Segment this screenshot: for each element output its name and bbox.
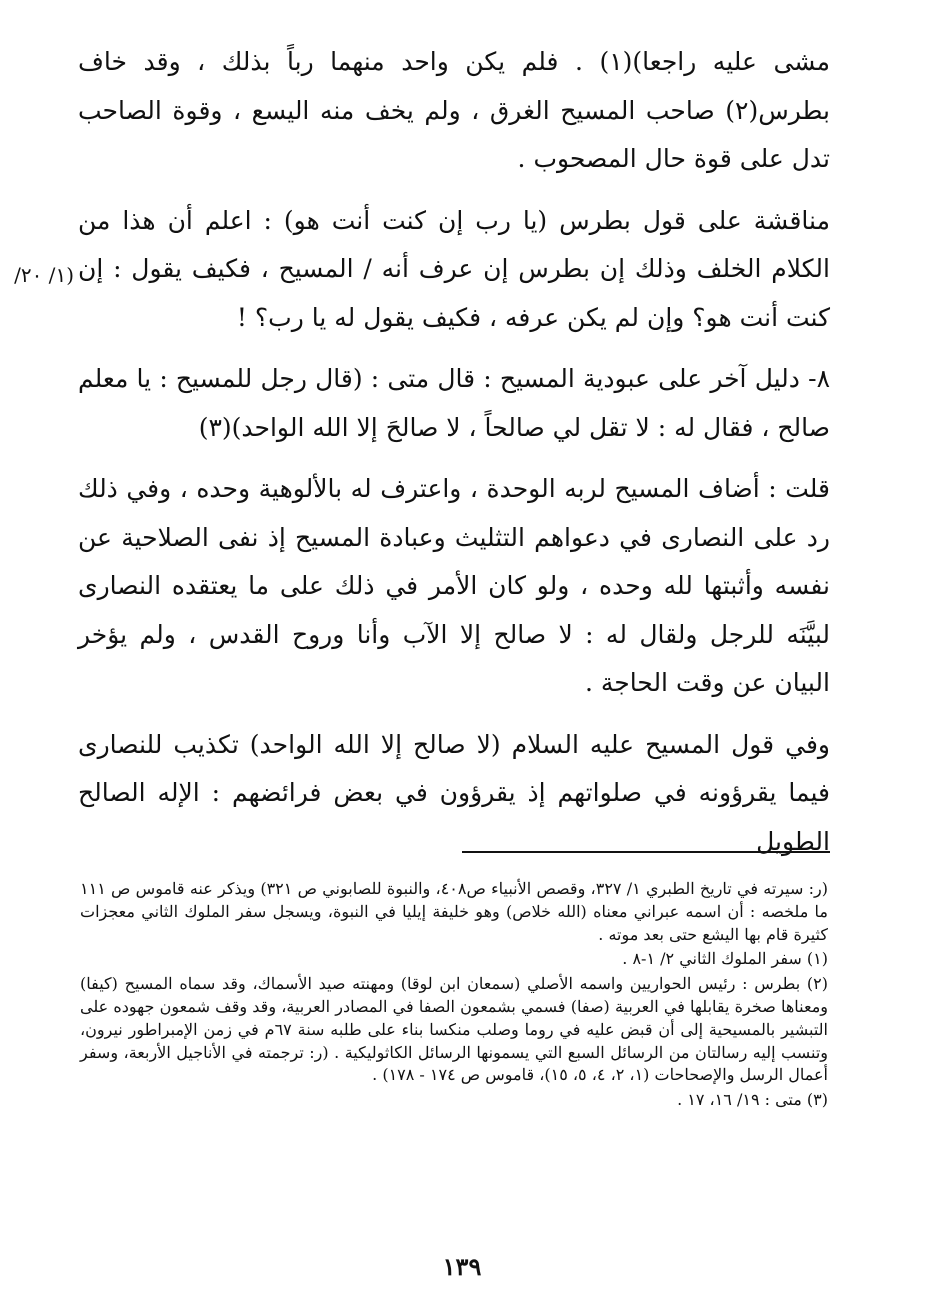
footnote-3: (٣) متى : ١٩/ ١٦، ١٧ . xyxy=(677,1090,828,1110)
manuscript-margin-note: (١/ ٢٠/ xyxy=(14,263,74,287)
paragraph-5: وفي قول المسيح عليه السلام (لا صالح إلا الله الواحد) تكذيب للنصارى فيما يقرؤونه في صلواتهم إذ يقرؤون في بعض فرائضهم : الإله الصالح الطويل xyxy=(78,729,830,856)
footnote-2: (٢) بطرس : رئيس الحواريين واسمه الأصلي (سمعان ابن لوقا) ومهنته صيد الأسماك، وقد سماه المسيح (كيفا) ومعناها صخرة يقابلها في العربية (صفا) فسمي بشمعون الصفا في المصادر العربية، وقد وقف شمعون جهوده على التبشير بالمسيحية إلى أن قبض عليه في روما وصلب منكسا بناء على طلبه سنة ٦٧م في زمن الإمبراطور نيرون، وتنسب إليه رسالتان من الرسائل السبع التي يسمونها الرسائل الكاثوليكية . (ر: ترجمته في الأناجيل الأربعة، وسفر أعمال الرسل والإصحاحات (١، ٢، ٤، ٥، ١٥)، قاموس ص ١٧٤ - ١٧٨) . xyxy=(80,974,828,1085)
footnote-continued: (ر: سيرته في تاريخ الطبري ١/ ٣٢٧، وقصص الأنبياء ص٤٠٨، والنبوة للصابوني ص ٣٢١) ويذكر عنه قاموس ص ١١١ ما ملخصه : أن اسمه عبراني معناه (الله خلاص) وهو خليفة إيليا في النبوة، ويسجل سفر الملوك الثاني معجزات كثيرة قام بها اليشع حتى بعد موته . xyxy=(80,879,829,944)
footnote-1: (١) سفر الملوك الثاني ٢/ ١-٨ . xyxy=(622,949,828,969)
page-number: ١٣٩ xyxy=(442,1252,482,1281)
main-text xyxy=(78,38,830,866)
paragraph-2: مناقشة على قول بطرس (يا رب إن كنت أنت هو) : اعلم أن هذا من الكلام الخلف وذلك إن بطرس إن عرف أنه / المسيح ، فكيف يقول : إن كنت أنت هو؟ وإن لم يكن عرفه ، فكيف يقول له يا رب؟ ! xyxy=(78,205,830,332)
paragraph-1: مشى عليه راجعا)(١) . فلم يكن واحد منهما رباً بذلك ، وقد خاف بطرس(٢) صاحب المسيح الغرق ، ولم يخف منه اليسع ، وقوة الصاحب تدل على قوة حال المصحوب . xyxy=(78,47,830,173)
footnote-divider xyxy=(462,851,830,853)
paragraph-4: قلت : أضاف المسيح لربه الوحدة ، واعترف له بالألوهية وحده ، وفي ذلك رد على النصارى في دعواهم التثليث وعبادة المسيح إذ نفى الصلاحية عن نفسه وأثبتها لله وحده ، ولو كان الأمر في ذلك على ما يعتقده النصارى لبيَّنَه للرجل ولقال له : لا صالح إلا الآب وأنا وروح القدس ، ولم يؤخر البيان عن وقت الحاجة . xyxy=(78,474,830,697)
footnotes xyxy=(80,878,828,1112)
paragraph-3: ٨- دليل آخر على عبودية المسيح : قال متى : (قال رجل للمسيح : يا معلم صالح ، فقال له : لا تقل لي صالحاً ، لا صالحَ إلا الله الواحد)(٣) xyxy=(78,364,830,442)
